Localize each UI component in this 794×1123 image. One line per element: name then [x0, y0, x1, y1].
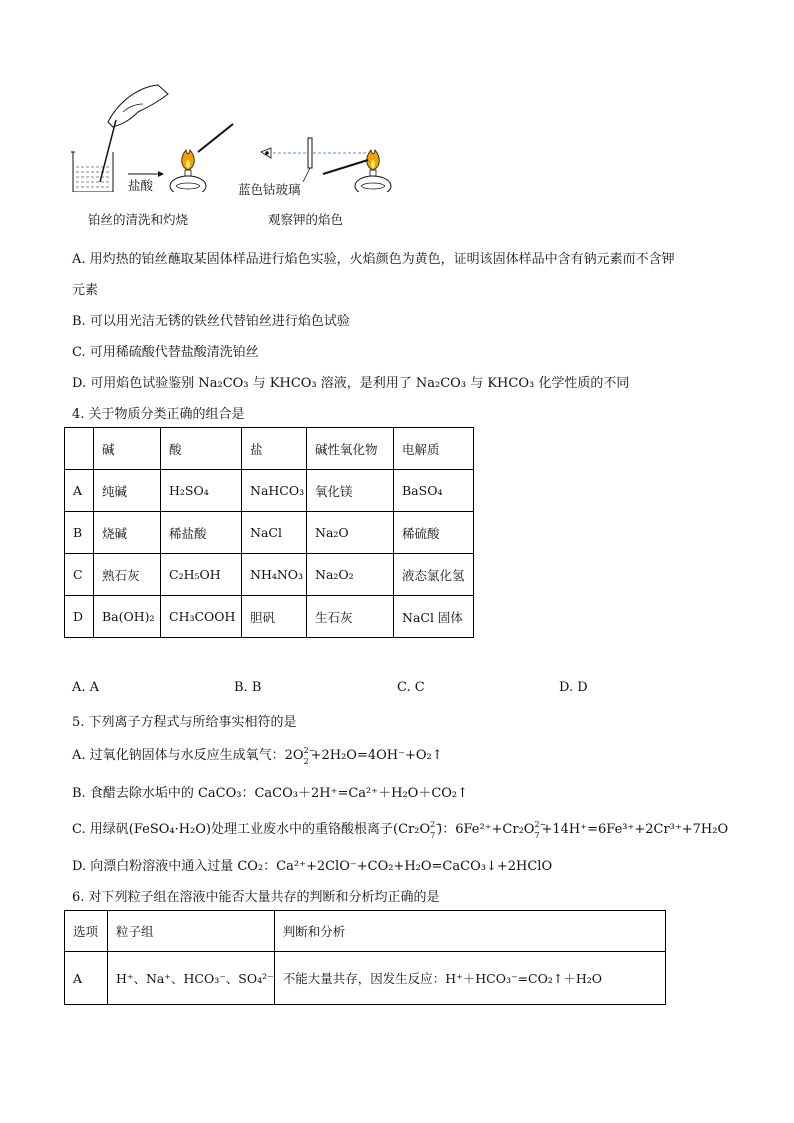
eye-icon	[261, 148, 271, 158]
q3-option-c: C. 可用稀硫酸代替盐酸清洗铂丝	[72, 345, 259, 360]
table-header: 盐	[242, 428, 307, 470]
table-cell: NaCl	[242, 512, 307, 554]
table-cell: Na₂O	[307, 512, 394, 554]
q4-choice-d: D. D	[559, 680, 588, 695]
q3-option-d: D. 可用焰色试验鉴别 Na₂CO₃ 与 KHCO₃ 溶液，是利用了 Na₂CO₃ 与 KHCO₃ 化学性质的不同	[72, 376, 630, 391]
table-cell: D	[65, 596, 94, 638]
peroxide-charge: 2− 2	[303, 745, 316, 766]
table-cell: 稀硫酸	[394, 512, 474, 554]
q4-choice-c: C. C	[397, 680, 425, 695]
table-cell: Na₂O₂	[307, 554, 394, 596]
hand-drawing	[108, 85, 168, 127]
q5-stem: 5. 下列离子方程式与所给事实相符的是	[72, 715, 297, 730]
table-header: 粒子组	[108, 911, 275, 952]
dichromate-charge: 2− 7	[430, 819, 442, 840]
q3-option-b: B. 可以用光洁无锈的铁丝代替铂丝进行焰色试验	[72, 314, 350, 329]
table-header-row	[65, 428, 474, 470]
dichromate-charge: 2− 7	[534, 819, 547, 840]
q5-option-c: C. 用绿矾(FeSO₄·H₂O)处理工业废水中的重铬酸根离子(Cr₂O 2− 7 )：6Fe²⁺+Cr₂O 2− 7 +14H⁺=6Fe³⁺+2Cr³⁺+7H₂O	[72, 819, 729, 840]
table-row	[65, 596, 474, 638]
table-cell: B	[65, 512, 94, 554]
table-row	[65, 470, 474, 512]
acid-label: 盐酸	[128, 178, 154, 193]
alcohol-lamp-icon	[355, 150, 391, 192]
coexistence-table	[64, 910, 666, 1005]
q3-option-a-line1: A. 用灼热的铂丝蘸取某固体样品进行焰色实验，火焰颜色为黄色，证明该固体样品中含有钠元素而不含钾	[72, 252, 675, 267]
table-cell: 胆矾	[242, 596, 307, 638]
table-cell: 纯碱	[94, 470, 161, 512]
table-cell: C₂H₅OH	[161, 554, 242, 596]
table-cell: NaHCO₃	[242, 470, 307, 512]
table-cell: H₂SO₄	[161, 470, 242, 512]
table-header: 碱性氧化物	[307, 428, 394, 470]
table-cell: A	[65, 952, 108, 1005]
flame-test-figure	[68, 82, 408, 192]
table-header: 判断和分析	[274, 911, 665, 952]
q5-option-a: A. 过氧化钠固体与水反应生成氧气：2O 2− 2 +2H₂O=4OH⁻+O₂↑	[72, 745, 443, 766]
cobalt-glass-icon	[308, 138, 312, 168]
table-cell: Ba(OH)₂	[94, 596, 161, 638]
q3-option-a-line2: 元素	[72, 283, 99, 298]
classification-table	[64, 427, 474, 638]
table-cell: A	[65, 470, 94, 512]
table-cell: H⁺、Na⁺、HCO₃⁻、SO₄²⁻	[108, 952, 275, 1005]
q5-option-d: D. 向漂白粉溶液中通入过量 CO₂：Ca²⁺+2ClO⁻+CO₂+H₂O=CaCO₃↓+2HClO	[72, 859, 553, 874]
table-cell: C	[65, 554, 94, 596]
table-cell: 稀盐酸	[161, 512, 242, 554]
table-header: 电解质	[394, 428, 474, 470]
table-row	[65, 952, 666, 1005]
q6-stem: 6. 对下列粒子组在溶液中能否大量共存的判断和分析均正确的是	[72, 890, 440, 905]
table-cell: NaCl 固体	[394, 596, 474, 638]
table-header	[65, 428, 94, 470]
cobalt-glass-label: 蓝色钴玻璃	[238, 182, 301, 197]
table-cell: NH₄NO₃	[242, 554, 307, 596]
table-cell: CH₃COOH	[161, 596, 242, 638]
table-header: 选项	[65, 911, 108, 952]
figure-caption-left: 铂丝的清洗和灼烧	[88, 212, 189, 227]
q5-option-b: B. 食醋去除水垢中的 CaCO₃：CaCO₃＋2H⁺=Ca²⁺＋H₂O＋CO₂↑	[72, 786, 469, 801]
table-cell: 生石灰	[307, 596, 394, 638]
table-row	[65, 554, 474, 596]
figure-caption-right: 观察钾的焰色	[268, 212, 344, 227]
table-header: 碱	[94, 428, 161, 470]
q4-choice-b: B. B	[234, 680, 262, 695]
table-cell: BaSO₄	[394, 470, 474, 512]
alcohol-lamp-icon	[170, 150, 206, 192]
table-cell: 熟石灰	[94, 554, 161, 596]
table-cell: 不能大量共存，因发生反应：H⁺＋HCO₃⁻=CO₂↑＋H₂O	[274, 952, 665, 1005]
table-header-row	[65, 911, 666, 952]
table-cell: 氧化镁	[307, 470, 394, 512]
table-header: 酸	[161, 428, 242, 470]
q4-choice-a: A. A	[72, 680, 100, 695]
table-cell: 液态氯化氢	[394, 554, 474, 596]
table-cell: 烧碱	[94, 512, 161, 554]
table-row	[65, 512, 474, 554]
q4-stem: 4. 关于物质分类正确的组合是	[72, 407, 245, 422]
